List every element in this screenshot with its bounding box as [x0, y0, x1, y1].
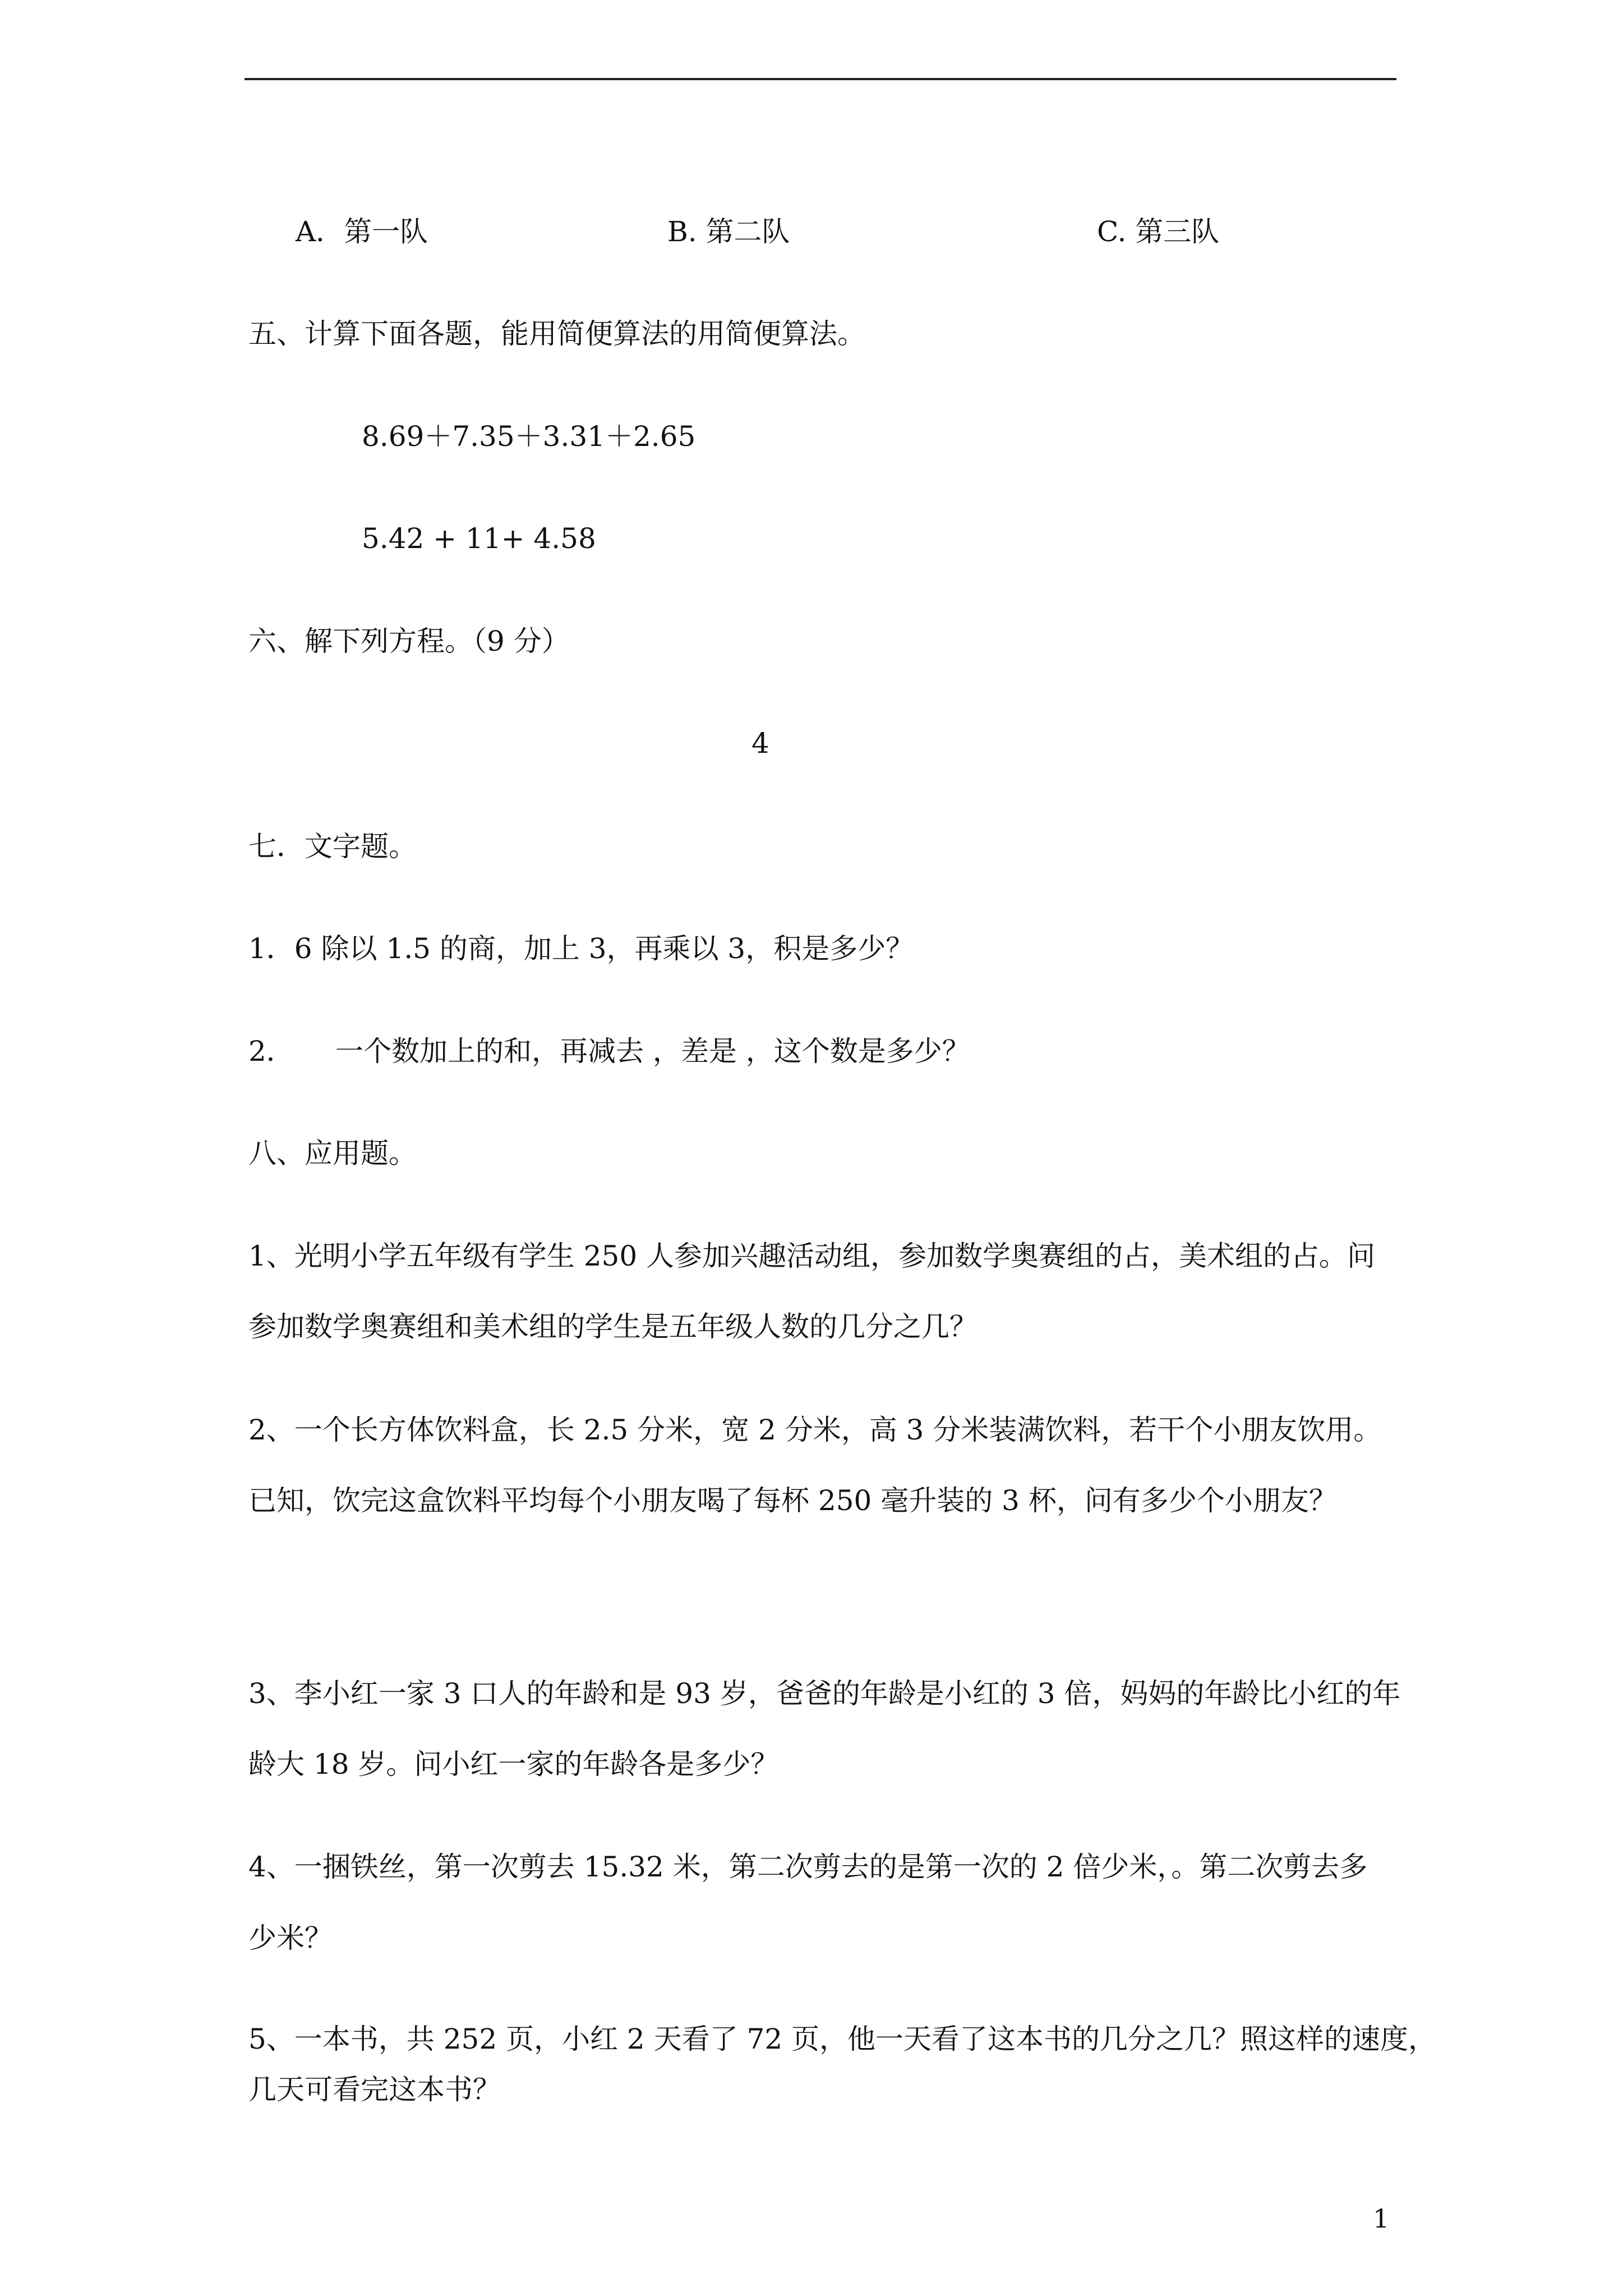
section-8-question-4-line-1: 4、一捆铁丝，第一次剪去 15.32 米，第二次剪去的是第一次的 2 倍少米，。第二次剪去多 [248, 1851, 1368, 1883]
section-8-question-2-line-1: 2、一个长方体饮料盒，长 2.5 分米，宽 2 分米，高 3 分米装满饮料，若干个小朋友饮用。 [248, 1414, 1382, 1446]
section-6-number: 4 [751, 727, 769, 760]
section-8-question-3-line-2: 龄大 18 岁。问小红一家的年龄各是多少？ [248, 1748, 779, 1780]
section-8-question-5-line-1: 5、一本书，共 252 页，小红 2 天看了 72 页，他一天看了这本书的几分之几？照这样的速度， [248, 2023, 1437, 2055]
section-7-question-1: 1．6 除以 1.5 的商，加上 3，再乘以 3，积是多少？ [248, 932, 914, 965]
expression-2: 5.42 + 11+ 4.58 [362, 522, 596, 555]
section-7-question-2-number: 2． [248, 1035, 294, 1068]
section-7-question-2-text: 一个数加上的和，再减去 ，差是 ，这个数是多少？ [335, 1035, 970, 1068]
header-rule [245, 78, 1396, 80]
section-8-question-4-line-2: 少米？ [248, 1922, 333, 1954]
section-6-title: 六、解下列方程。（9 分） [248, 625, 570, 657]
section-8-question-1-line-2: 参加数学奥赛组和美术组的学生是五年级人数的几分之几？ [248, 1310, 978, 1343]
section-7-title: 七．文字题。 [248, 830, 417, 863]
expression-1: 8.69＋7.35＋3.31＋2.65 [362, 420, 696, 453]
page-number: 1 [1373, 2203, 1390, 2234]
section-8-question-5-line-2: 几天可看完这本书？ [248, 2073, 501, 2106]
option-b: B. 第二队 [667, 215, 790, 248]
section-5-title: 五、计算下面各题，能用简便算法的用简便算法。 [248, 318, 865, 350]
option-c: C. 第三队 [1097, 215, 1220, 248]
option-a: A．第一队 [296, 215, 428, 248]
section-8-title: 八、应用题。 [248, 1137, 417, 1170]
section-8-question-2-line-2: 已知，饮完这盒饮料平均每个小朋友喝了每杯 250 毫升装的 3 杯，问有多少个小朋友？ [248, 1484, 1337, 1517]
section-8-question-1-line-1: 1、光明小学五年级有学生 250 人参加兴趣活动组，参加数学奥赛组的占，美术组的占。问 [248, 1240, 1376, 1272]
section-8-question-3-line-1: 3、李小红一家 3 口人的年龄和是 93 岁，爸爸的年龄是小红的 3 倍，妈妈的年龄比小红的年 [248, 1677, 1401, 1710]
